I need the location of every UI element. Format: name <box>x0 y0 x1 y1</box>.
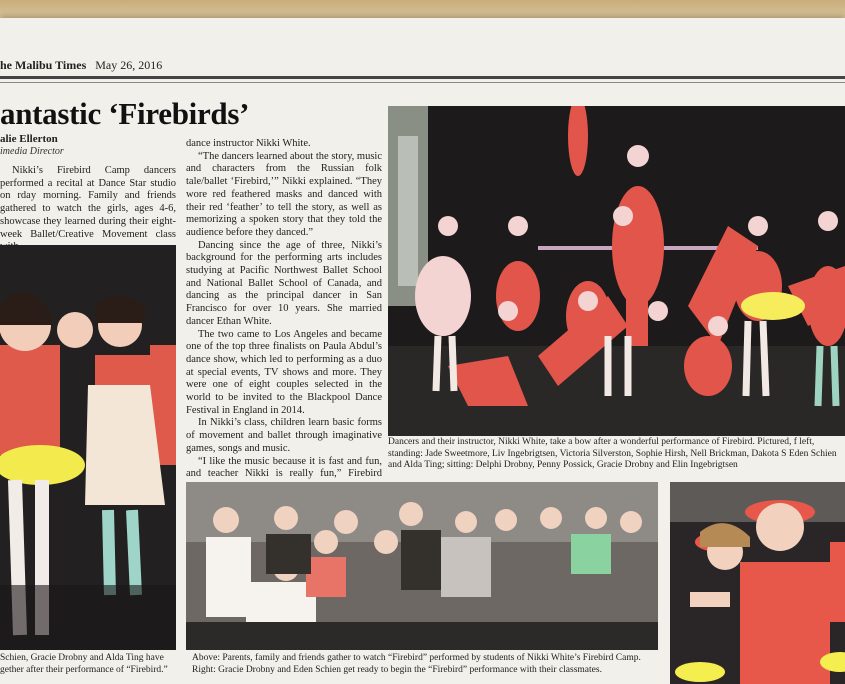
article-paragraph: “The dancers learned about the story, music and characters from the Russian folk tale/ballet ‘Firebird,’” Nikki explained. “They wore red feathered masks and danced with their red ‘feather’ to tell the story, as well as memorizing a spoken story that they told the audience before they danced.” <box>186 150 382 238</box>
issue-date: May 26, 2016 <box>95 58 163 72</box>
audience-photo-caption: Above: Parents, family and friends gather to watch “Firebird” performed by students of Nikki White’s Firebird Camp. Right: Gracie Drobny and Eden Schien get ready to begin the “Firebird” performance with their classmates. <box>192 653 641 675</box>
byline-role: imedia Director <box>0 146 64 157</box>
byline: alie Ellerton <box>0 133 58 145</box>
paper-name: he Malibu Times <box>0 58 87 72</box>
main-photo <box>388 106 845 436</box>
article-paragraph: Nikki’s Firebird Camp dancers performed a recital at Dance Star studio on rday morning. Family and friends gathered to watch the girls, ages 4-6, showcase they learned during their eight-week Ballet/Creative Movement class <box>0 165 176 240</box>
table-surface <box>0 0 845 20</box>
right-photo <box>670 482 845 684</box>
left-photo <box>0 245 176 650</box>
left-photo-caption: Schien, Gracie Drobny and Alda Ting have gether after their performance of “Firebird.” <box>0 653 168 675</box>
article-column-1 <box>0 165 176 254</box>
article-headline: antastic ‘Firebirds’ <box>0 96 250 131</box>
audience-photo <box>186 482 658 650</box>
article-column-2 <box>186 138 382 494</box>
article-paragraph: In Nikki’s class, children learn basic forms of movement and ballet through imaginative games, songs and music. <box>186 417 382 454</box>
article-paragraph: The two came to Los Angeles and became one of the top three finalists on Paula Abdul’s dance show, which led to performing as a duo at special events, TV shows and more. They were one of eight couples selected in the world to be invited to the Blackpool Dance Festival in England in 2014. <box>186 328 382 416</box>
masthead-rule <box>0 76 845 79</box>
article-paragraph: “I like the music because it is fast and fun, and teacher Nikki is really fun,” Firebird <box>186 455 382 480</box>
article-paragraph: Dancing since the age of three, Nikki’s background for the performing arts includes studying at Pacific Northwest Ballet School and National Ballet School of Canada, and dancing as the principal dancer in San Francisco for over 10 years. She married dancer Ethan White. <box>186 239 382 327</box>
article-paragraph: dance instructor Nikki White. <box>186 138 311 149</box>
main-photo-caption: Dancers and their instructor, Nikki White, take a bow after a wonderful performance of Firebird. Pictured, f left, standing: Jade Sweetmore, Liv Ingebrigtsen, Victoria Silverston, Sophie Hirsh, Nell Brickman, Dakota S Eden Schien and Alda Ting; sitting: Delphi Drobny, Penny Possick, Gracie Drobny and Elin Ingebrigtsen <box>388 437 837 470</box>
masthead <box>0 58 162 73</box>
masthead-rule-thin <box>0 82 845 83</box>
